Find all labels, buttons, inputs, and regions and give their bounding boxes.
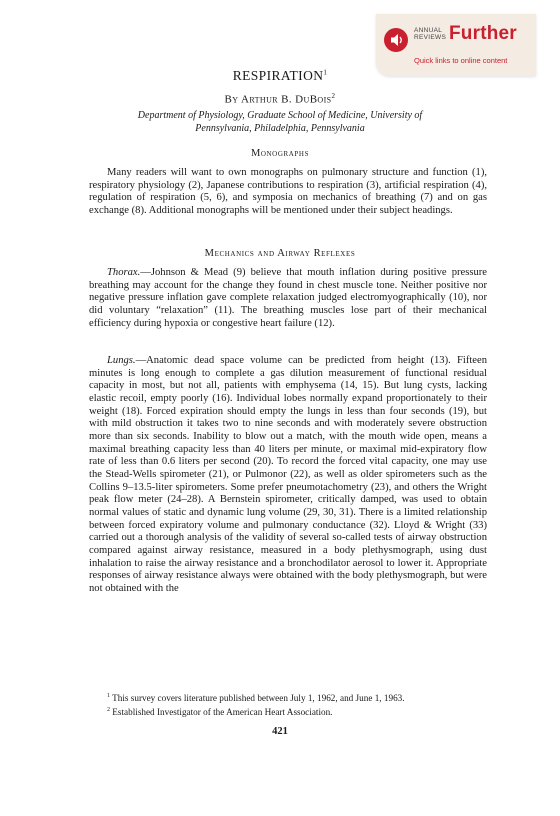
author-affiliation: Department of Physiology, Graduate School of Medicine, University of Pennsylvania, Philadelphia, Pennsylvania [137, 110, 423, 134]
footnote-2: $^2$ Established Investigator of the American Heart Association. [107, 707, 333, 718]
article-author: By Arthur B. DuBois$^2$ [224, 92, 336, 106]
paragraph-monographs: Many readers will want to own monographs on pulmonary structure and function (1), respiratory physiology (2), Japanese contributions to respiration (3), artificial respiration (4), regulation of respiration (5, 6), and symposia on mechanics of breathing (7) and on gas exchange (8). Additional monographs will be mentioned under their subject headings. [89, 167, 487, 216]
article-title: RESPIRATION$^1$ [232, 68, 328, 83]
badge-annual-reviews-label: ANNUAL REVIEWS [414, 27, 447, 41]
thorax-lead: Thorax. [107, 267, 141, 278]
section-heading-mechanics: Mechanics and Airway Reflexes [204, 248, 356, 259]
section-heading-monographs: Monographs [250, 148, 310, 159]
author-footnote-mark: 2 [331, 92, 336, 100]
page-number: 421 [272, 726, 288, 737]
speaker-icon [384, 28, 408, 52]
annual-reviews-further-badge[interactable] [376, 14, 536, 76]
paragraph-lungs: Lungs.—Anatomic dead space volume can be predicted from height (13). Fifteen minutes is long enough to complete a gas dilution measurement of functional residual capacity in most, but not all, patients with emphysema (14, 15). But lung cysts, lacking elastic recoil, empty poorly (16). Individual lobes normally expand proportionately to their weight (18). Forced expiration should empty the lungs in less than four seconds (19), but with mild obstruction it takes two to nine seconds and with moderately severe obstruction more than six seconds. Inability to blow out a match, with the mouth wide open, means a maximal breathing capacity less than 40 liters per minute, or maximal mid-expiratory flow rate of less than 0.6 liters per second (20). To record the forced vital capacity, one may use the Stead-Wells spirometer (21), or Pulmonor (22), as well as older spirometers such as the Collins 9–13.5-liter spirometers. Some prefer pneumotachometry (23), and others the Wright peak flow meter (24–28). A Bernstein spirometer, critically damped, was used to obtain normal values of static and dynamic lung volume (29, 30, 31). There is a limited relationship between forced expiratory volume and pulmonary conductance (32). Lloyd & Wright (33) carried out a thorough analysis of the validity of several so-called tests of airway obstruction compared against airway resistance, measured in a body plethysmograph, using dust inhalation to raise the airway resistance and a bronchodilator aerosol to lower it. Appropriate responses of airway resistance always were obtained with the body plethysmograph, but were not obtained with the [89, 355, 487, 594]
title-footnote-mark: 1 [323, 68, 328, 77]
badge-subtitle: Quick links to online content [414, 56, 508, 65]
paragraph-thorax: Thorax.—Johnson & Mead (9) believe that mouth inflation during positive pressure breathing may account for the change they found in chest muscle tone. Neither positive nor negative pressure inflation gave complete relaxation judged electromyographically (10), nor did voluntary “relaxation” (11). The breathing muscles lose part of their mechanical efficiency during hypoxia or congestive heart failure (12). [89, 267, 487, 329]
footnote-1: $^1$ This survey covers literature published between July 1, 1962, and June 1, 1963. [107, 693, 405, 704]
lungs-lead: Lungs. [107, 355, 136, 366]
badge-further-label: Further [449, 23, 517, 44]
